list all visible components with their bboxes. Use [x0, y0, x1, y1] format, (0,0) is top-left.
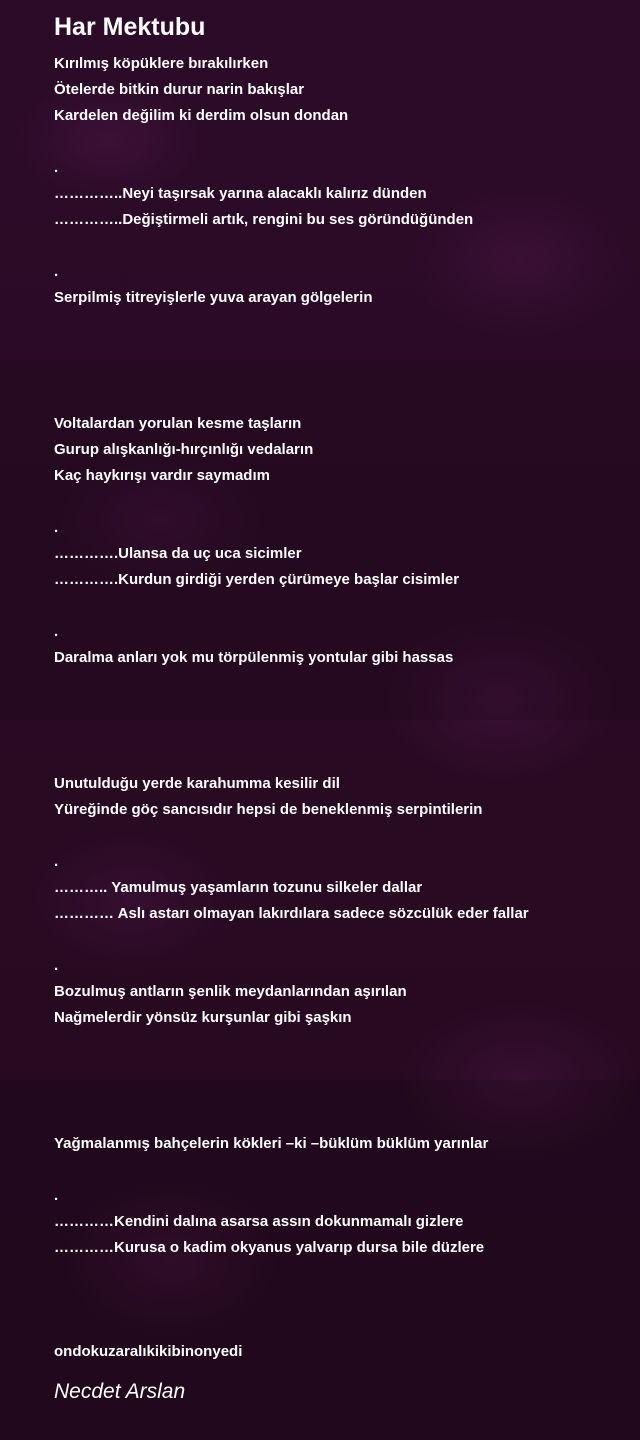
poem-line: Unutulduğu yerde karahumma kesilir dil — [54, 775, 340, 792]
poem-line: ………….Kurdun girdiği yerden çürümeye başlar cisimler — [54, 571, 460, 588]
poem-line: Yağmalanmış bahçelerin kökleri –ki –büklüm büklüm yarınlar — [54, 1135, 489, 1152]
poem-line: …………..Neyi taşırsak yarına alacaklı kalırız dünden — [54, 185, 427, 202]
poem-line: . — [54, 623, 59, 640]
poem-title: Har Mektubu — [54, 13, 206, 41]
poem-line: Ötelerde bitkin durur narin bakışlar — [54, 81, 305, 98]
poem-line: …………Kendini dalına asarsa assın dokunmamalı gizlere — [54, 1213, 464, 1230]
poem-line: …………Kurusa o kadim okyanus yalvarıp dursa bile düzlere — [54, 1239, 485, 1256]
poem-line: ………… Aslı astarı olmayan lakırdılara sadece sözcülük eder fallar — [54, 905, 529, 922]
poem-line: Yüreğinde göç sancısıdır hepsi de beneklenmiş serpintilerin — [54, 801, 483, 818]
poem-line: . — [54, 263, 59, 280]
poem-line: . — [54, 159, 59, 176]
poem-line: Serpilmiş titreyişlerle yuva arayan gölgelerin — [54, 289, 373, 306]
poem-line: . — [54, 853, 59, 870]
poem-line: . — [54, 519, 59, 536]
poem-line: Kırılmış köpüklere bırakılırken — [54, 55, 269, 72]
poem-line: . — [54, 957, 59, 974]
poem-line: Gurup alışkanlığı-hırçınlığı vedaların — [54, 441, 314, 458]
author-name: Necdet Arslan — [54, 1380, 186, 1403]
poem-line: Kaç haykırışı vardır saymadım — [54, 467, 270, 484]
poem-line: Voltalardan yorulan kesme taşların — [54, 415, 302, 432]
poem-line: Daralma anları yok mu törpülenmiş yontular gibi hassas — [54, 649, 454, 666]
poem-line: …………..Değiştirmeli artık, rengini bu ses göründüğünden — [54, 211, 474, 228]
poem-date: ondokuzaralıkikibinonyedi — [54, 1343, 243, 1360]
poem-line: ……….. Yamulmuş yaşamların tozunu silkeler dallar — [54, 879, 423, 896]
poem-line: . — [54, 1187, 59, 1204]
poem-line: Kardelen değilim ki derdim olsun dondan — [54, 107, 349, 124]
poem-line: ………….Ulansa da uç uca sicimler — [54, 545, 302, 562]
poem-line: Nağmelerdir yönsüz kurşunlar gibi şaşkın — [54, 1009, 352, 1026]
poem-line: Bozulmuş antların şenlik meydanlarından aşırılan — [54, 983, 407, 1000]
